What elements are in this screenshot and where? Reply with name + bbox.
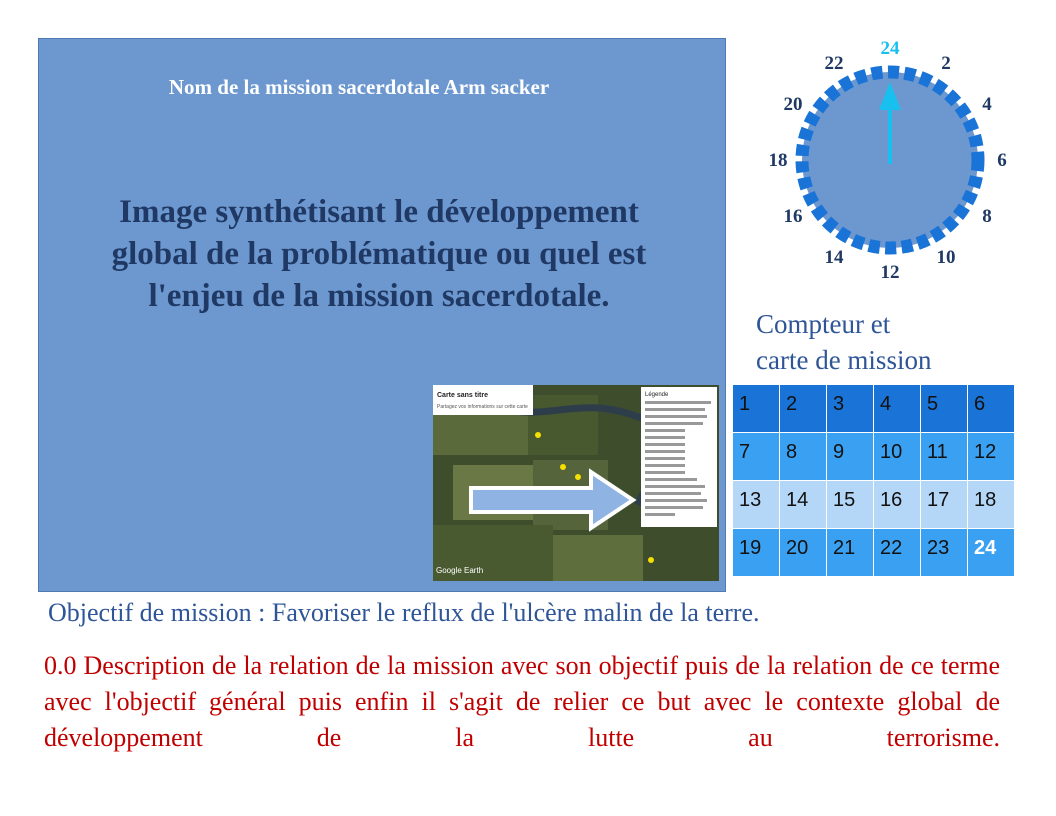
counter-cell[interactable]: 1 [733, 385, 780, 433]
clock-label: 6 [997, 150, 1007, 171]
mission-description: 0.0 Description de la relation de la mission avec son objectif puis de la relation de ce terme avec l'objectif général puis enfin il s'agit de relier ce but avec le contexte global de développement de la lutte au terrorisme. [44, 651, 1000, 752]
counter-title [756, 306, 931, 378]
counter-cell[interactable]: 14 [780, 481, 827, 529]
clock-label: 22 [824, 53, 844, 74]
counter-cell[interactable]: 3 [827, 385, 874, 433]
headline [59, 191, 699, 317]
counter-cell[interactable]: 17 [921, 481, 968, 529]
map-subtitle: Partagez vos informations sur cette carte [437, 404, 528, 410]
counter-cell[interactable]: 15 [827, 481, 874, 529]
counter-cell[interactable]: 12 [968, 433, 1015, 481]
counter-cell[interactable]: 5 [921, 385, 968, 433]
counter-cell[interactable]: 11 [921, 433, 968, 481]
counter-cell[interactable]: 23 [921, 529, 968, 577]
counter-cell[interactable]: 4 [874, 385, 921, 433]
clock-label: 10 [936, 247, 956, 268]
counter-title-line: carte de mission [756, 345, 932, 375]
counter-cell[interactable]: 20 [780, 529, 827, 577]
mission-name: Nom de la mission sacerdotale Arm sacker [168, 75, 550, 99]
counter-row [733, 433, 1015, 481]
clock-label: 14 [824, 247, 844, 268]
counter-cell[interactable]: 9 [827, 433, 874, 481]
clock-label: 4 [982, 94, 992, 115]
clock-label: 2 [941, 53, 951, 74]
counter-cell[interactable]: 13 [733, 481, 780, 529]
mission-objective: Objectif de mission : Favoriser le reflux de l'ulcère malin de la terre. [48, 598, 760, 627]
counter-cell[interactable]: 10 [874, 433, 921, 481]
map-title: Carte sans titre [437, 392, 488, 399]
clock-label: 18 [768, 150, 788, 171]
counter-cell[interactable]: 21 [827, 529, 874, 577]
counter-row [733, 385, 1015, 433]
headline-line: l'enjeu de la mission sacerdotale. [148, 278, 610, 314]
counter-grid [732, 384, 1015, 577]
counter-cell[interactable]: 18 [968, 481, 1015, 529]
main-panel [38, 38, 726, 592]
counter-cell[interactable]: 2 [780, 385, 827, 433]
counter-cell[interactable]: 19 [733, 529, 780, 577]
map-watermark: Google Earth [436, 566, 484, 575]
counter-cell-current[interactable]: 24 [968, 529, 1015, 577]
clock-label: 8 [982, 206, 992, 227]
counter-row [733, 481, 1015, 529]
counter-title-line: Compteur et [756, 309, 891, 339]
map-image [433, 385, 719, 581]
clock-face [760, 30, 1020, 310]
counter-row [733, 529, 1015, 577]
counter-cell[interactable]: 7 [733, 433, 780, 481]
map-legend-title: Légende [645, 392, 669, 398]
counter-cell[interactable]: 16 [874, 481, 921, 529]
counter-cell[interactable]: 22 [874, 529, 921, 577]
clock-label: 20 [783, 94, 803, 115]
map-thumbnail [433, 385, 719, 581]
counter-cell[interactable]: 8 [780, 433, 827, 481]
headline-line: Image synthétisant le développement [119, 194, 639, 230]
headline-line: global de la problématique ou quel est [111, 236, 647, 272]
counter-cell[interactable]: 6 [968, 385, 1015, 433]
clock-label: 16 [783, 206, 803, 227]
mission-clock [760, 30, 1020, 310]
clock-label: 24 [880, 38, 900, 59]
clock-label: 12 [880, 262, 900, 283]
